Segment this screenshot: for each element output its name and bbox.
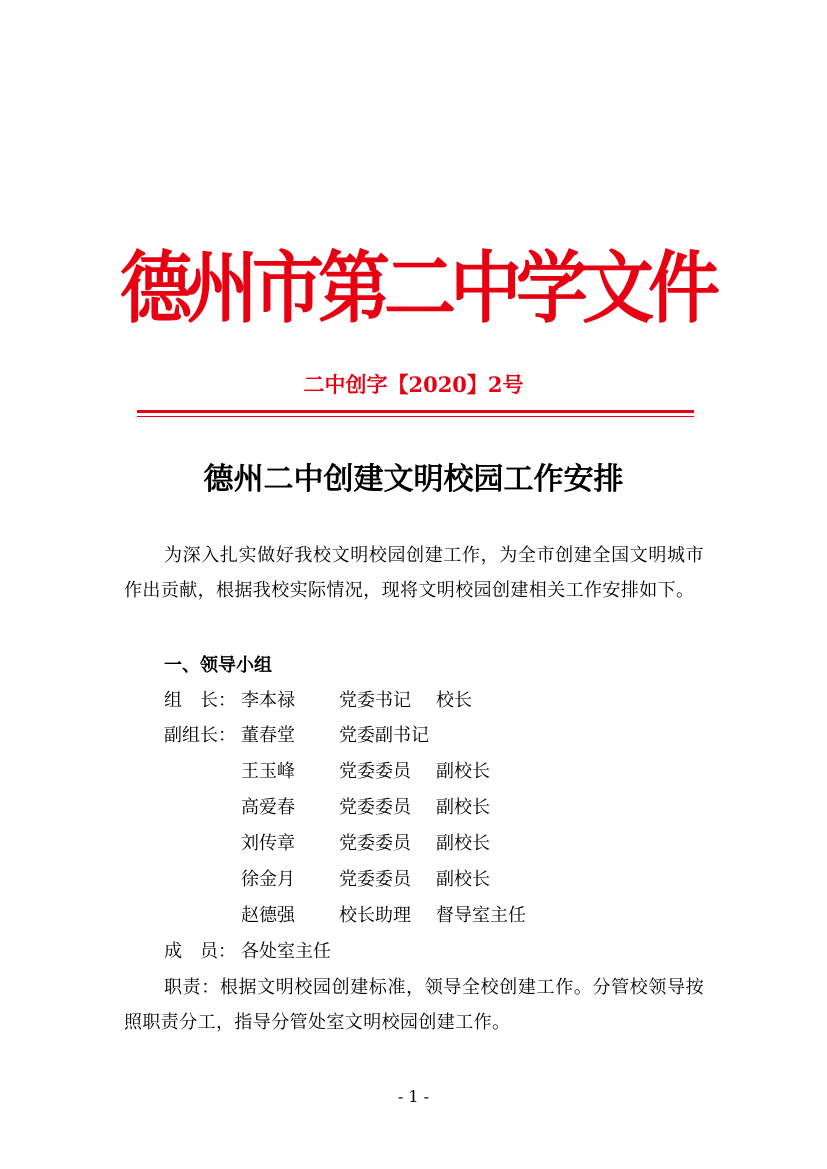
red-rule-thin	[137, 416, 694, 417]
member-label: 组 长：	[164, 690, 236, 711]
members-value: 各处室主任	[241, 941, 331, 962]
intro-paragraph: 为深入扎实做好我校文明校园创建工作，为全市创建全国文明城市作出贡献，根据我校实际情况，现将文明校园创建相关工作安排如下。	[124, 545, 704, 601]
member-label: 副组长：	[164, 725, 236, 746]
duty-paragraph: 职责：根据文明校园创建标准，领导全校创建工作。分管校领导按照职责分工，指导分管处室文明校园创建工作。	[124, 977, 704, 1033]
document-number: 二中创字【2020】2号	[303, 372, 524, 397]
member-role: 党委委员	[339, 833, 411, 854]
member-name: 高爱春	[241, 797, 295, 818]
member-role-secondary: 副校长	[436, 869, 490, 890]
member-role-secondary: 督导室主任	[436, 905, 526, 926]
member-name: 赵德强	[241, 905, 295, 926]
member-role: 党委副书记	[339, 725, 429, 746]
member-role: 党委书记	[339, 690, 411, 711]
member-role: 党委委员	[339, 797, 411, 818]
member-name: 徐金月	[241, 869, 295, 890]
member-name: 刘传章	[241, 833, 295, 854]
member-role-secondary: 校长	[436, 690, 472, 711]
page-number: - 1 -	[397, 1087, 430, 1106]
red-rule-thick	[137, 410, 694, 413]
section-heading: 一、领导小组	[164, 655, 272, 676]
member-name: 董春堂	[241, 725, 295, 746]
member-role-secondary: 副校长	[436, 797, 490, 818]
page-title: 德州二中创建文明校园工作安排	[203, 462, 624, 497]
members-label: 成 员：	[164, 941, 236, 962]
member-role-secondary: 副校长	[436, 833, 490, 854]
member-role: 党委委员	[339, 869, 411, 890]
member-role-secondary: 副校长	[436, 761, 490, 782]
member-role: 校长助理	[339, 905, 411, 926]
masthead-title: 德州市第二中学文件	[120, 242, 715, 334]
member-name: 王玉峰	[241, 761, 295, 782]
member-role: 党委委员	[339, 761, 411, 782]
member-name: 李本禄	[241, 690, 295, 711]
